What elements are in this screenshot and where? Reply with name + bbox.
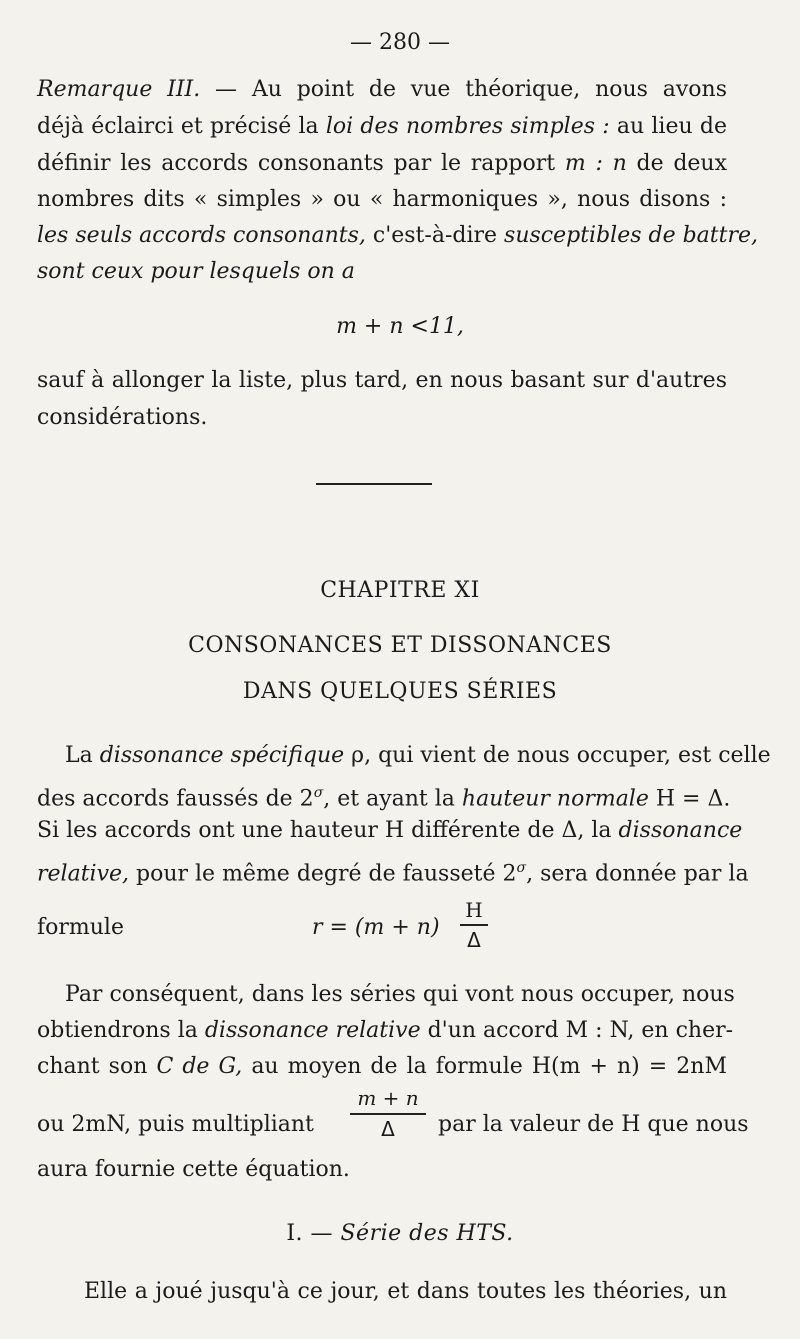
text-run: La (65, 743, 100, 768)
text-run: chant son (37, 1054, 157, 1079)
section-divider (316, 483, 432, 485)
text-run: H = Δ. (648, 786, 731, 812)
last-line: Elle a joué jusqu'à ce jour, et dans toutes les théories, un (84, 1279, 727, 1304)
para2-line-4-right: par la valeur de H que nous (438, 1112, 749, 1137)
remark-line-1-text: Au point de vue théorique, nous avons (251, 77, 728, 102)
text-run: Si les accords ont une hauteur H différente de Δ, la (37, 818, 619, 843)
remark-line-2 (37, 112, 727, 142)
loi-nombres-simples: loi des nombres simples : (325, 114, 610, 139)
text-run: au moyen de la formule H(m + n) = 2nM (242, 1054, 727, 1079)
text-run: au lieu de (609, 114, 727, 139)
text-run: dissonance relative (204, 1018, 421, 1043)
text-run: les seuls accords consonants, (37, 223, 366, 248)
fraction-bar (460, 924, 488, 926)
text-run: , et ayant la (323, 786, 462, 812)
text-run: susceptibles de battre, (504, 223, 759, 248)
para2-line-4-left: ou 2mN, puis multipliant (37, 1112, 314, 1137)
para2-line-2 (37, 1016, 734, 1046)
fraction-denominator-delta: Δ (381, 1117, 395, 1141)
text-run: déjà éclairci et précisé la (37, 114, 326, 139)
remark-line-1 (37, 75, 727, 105)
fraction-numerator-h: H (465, 898, 483, 922)
text-run: de deux (626, 151, 727, 176)
para1-line-5: formule (37, 915, 124, 940)
text-run: obtiendrons la (37, 1018, 205, 1043)
text-run: ρ, qui vient de nous occuper, est celle (344, 743, 771, 768)
formula-m-plus-n: m + n <11, (336, 314, 464, 339)
remark-line-7: sauf à allonger la liste, plus tard, en nous basant sur d'autres (37, 368, 727, 393)
text-run: I. — (286, 1221, 341, 1246)
text-run: pour le même degré de fausseté 2 (129, 861, 517, 887)
remark-line-8: considérations. (37, 405, 208, 430)
page-number: — 280 — (350, 30, 450, 55)
remark-line-3 (37, 149, 727, 179)
remark-line-4: nombres dits « simples » ou « harmoniques », nous disons : (37, 187, 727, 212)
fraction-denominator-delta: Δ (467, 928, 481, 952)
para1-line-2 (37, 778, 731, 814)
para2-line-5: aura fournie cette équation. (37, 1157, 350, 1182)
para2-line-3 (37, 1052, 727, 1082)
section-title: Série des HTS. (340, 1221, 514, 1246)
fraction-bar (350, 1113, 426, 1115)
text-run: , sera donnée par la (526, 861, 749, 887)
fraction-numerator-m-plus-n: m + n (357, 1086, 419, 1110)
ratio-m-n: m : n (564, 151, 627, 176)
section-heading (0, 1221, 800, 1246)
text-run: dissonance (618, 818, 743, 843)
para1-line-4 (37, 853, 749, 889)
text-run: d'un accord M : N, en cher- (420, 1018, 734, 1043)
text-run: définir les accords consonants par le rapport (37, 151, 565, 176)
remark-line-6: sont ceux pour lesquels on a (37, 259, 355, 284)
para1-line-1 (65, 741, 771, 771)
text-run: c'est-à-dire (365, 223, 505, 248)
para2-line-1: Par conséquent, dans les séries qui vont nous occuper, nous (65, 982, 735, 1007)
formula-r: r = (m + n) (312, 915, 440, 940)
text-run: hauteur normale (461, 786, 649, 812)
remark-line-5 (37, 221, 759, 251)
superscript-sigma: σ (516, 860, 527, 876)
chapter-number: CHAPITRE XI (320, 578, 480, 603)
text-run: dissonance spécifique (99, 743, 345, 768)
text-run: C de G, (156, 1054, 243, 1079)
para1-line-3 (37, 816, 743, 846)
remark-heading: Remarque III. (37, 77, 201, 102)
chapter-title-line-2: DANS QUELQUES SÉRIES (242, 679, 558, 704)
text-run: relative, (37, 861, 130, 887)
remark-dash: — (215, 77, 238, 102)
superscript-sigma: σ (313, 785, 324, 801)
chapter-title-line-1: CONSONANCES ET DISSONANCES (188, 633, 612, 658)
text-run: des accords faussés de 2 (37, 786, 314, 812)
